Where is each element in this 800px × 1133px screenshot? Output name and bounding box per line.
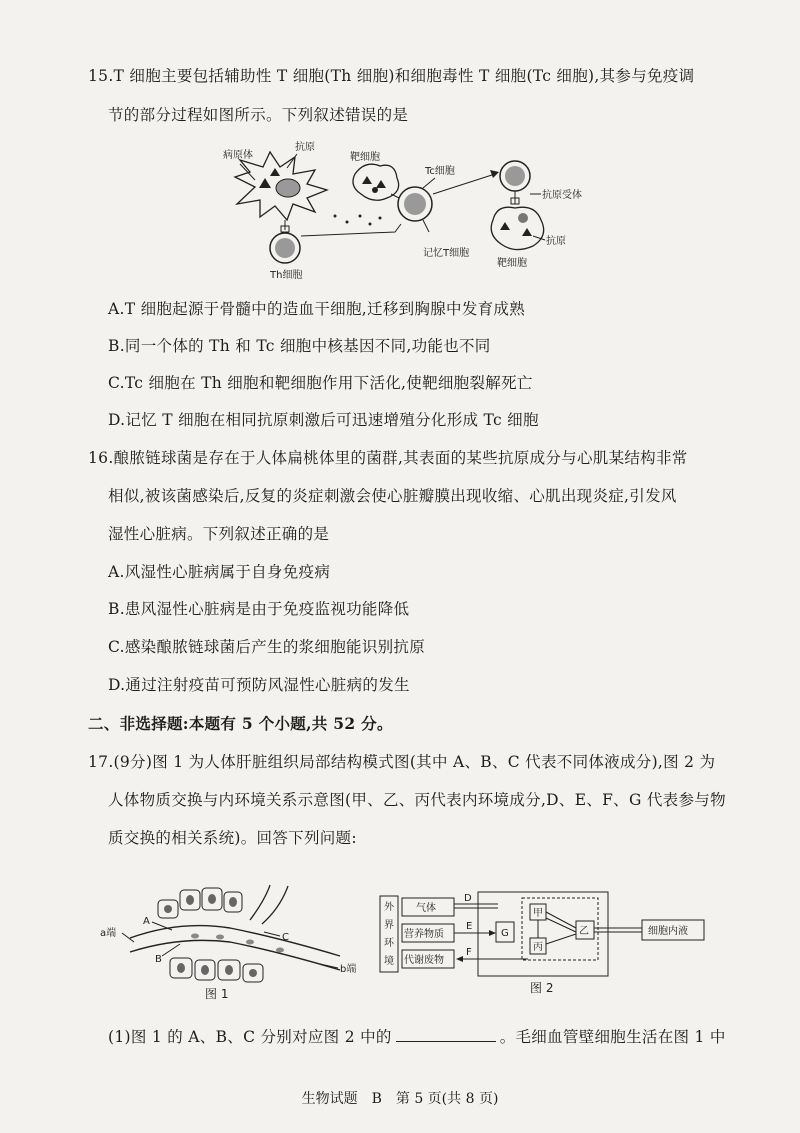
label-outer-4: 境 bbox=[384, 956, 394, 967]
target-antigen bbox=[376, 180, 386, 188]
q16-option-d: D.通过注射疫苗可预防风湿性心脏病的发生 bbox=[108, 676, 410, 694]
q16-option-a: A.风湿性心脏病属于自身免疫病 bbox=[108, 563, 331, 581]
label-outer-1: 外 bbox=[384, 902, 394, 913]
label-D: D bbox=[464, 893, 472, 904]
antigen2-pointer bbox=[533, 236, 545, 240]
target-antigen bbox=[522, 228, 532, 236]
q17-answer-blank[interactable] bbox=[396, 1027, 496, 1042]
q15-option-d: D.记忆 T 细胞在相同抗原刺激后可迅速增殖分化形成 Tc 细胞 bbox=[108, 411, 539, 429]
figure-1-caption: 图 1 bbox=[205, 987, 229, 1000]
target2-nucleus bbox=[518, 213, 528, 223]
cytokine-dot bbox=[346, 221, 349, 224]
antigen-triangle bbox=[270, 168, 280, 176]
label-yi: 乙 bbox=[579, 926, 589, 937]
target-nucleus-dot bbox=[372, 187, 378, 193]
page-footer: 生物试题 B 第 5 页(共 8 页) bbox=[301, 1091, 499, 1107]
q16-option-c: C.感染酿脓链球菌后产生的浆细胞能识别抗原 bbox=[108, 638, 426, 656]
lymph-vessel bbox=[250, 885, 288, 924]
label-tc-cell: Tc细胞 bbox=[425, 166, 455, 177]
label-antigen-receptor: 抗原受体 bbox=[542, 190, 582, 201]
label-C: C bbox=[282, 932, 289, 943]
cytokine-dot bbox=[334, 215, 337, 218]
label-th-cell: Th细胞 bbox=[270, 270, 303, 281]
target-antigen bbox=[362, 176, 372, 184]
q17-sub1-text-b: 。毛细血管壁细胞生活在图 1 中 bbox=[499, 1028, 726, 1046]
capillary-wall-top bbox=[130, 926, 340, 956]
label-E: E bbox=[466, 921, 473, 932]
section-2-heading: 二、非选择题:本题有 5 个小题,共 52 分。 bbox=[88, 714, 393, 733]
label-nutrients: 营养物质 bbox=[404, 929, 444, 940]
q15-stem-line1: 15.T 细胞主要包括辅助性 T 细胞(Th 细胞)和细胞毒性 T 细胞(Tc 细胞),其参与免疫调 bbox=[88, 67, 695, 85]
label-F: F bbox=[466, 947, 472, 958]
label-outer-3: 环 bbox=[384, 938, 394, 949]
activated-tc-nucleus bbox=[505, 166, 525, 186]
figure-2-caption: 图 2 bbox=[530, 981, 554, 995]
q16-stem-line3: 湿性心脏病。下列叙述正确的是 bbox=[108, 525, 330, 543]
q15-option-b: B.同一个体的 Th 和 Tc 细胞中核基因不同,功能也不同 bbox=[108, 337, 491, 355]
th-to-tc-arrow bbox=[301, 224, 401, 236]
q16-stem-line1: 16.酿脓链球菌是存在于人体扁桃体里的菌群,其表面的某些抗原成分与心肌某结构非常 bbox=[88, 449, 688, 467]
label-outer-2: 界 bbox=[384, 920, 394, 931]
yi-bing-arrow bbox=[546, 934, 576, 944]
q17-sub1-text-a: (1)图 1 的 A、B、C 分别对应图 2 中的 bbox=[108, 1028, 392, 1046]
label-bing: 丙 bbox=[533, 942, 543, 953]
tc-pointer bbox=[423, 178, 435, 188]
apc-nucleus bbox=[276, 179, 300, 197]
B-pointer bbox=[162, 944, 180, 956]
q15-option-c: C.Tc 细胞在 Th 细胞和靶细胞作用下活化,使靶细胞裂解死亡 bbox=[108, 374, 533, 392]
target-antigen bbox=[500, 222, 510, 230]
label-jia: 甲 bbox=[533, 908, 543, 919]
cytokine-dot bbox=[369, 223, 372, 226]
q17-stem-line3: 质交换的相关系统)。回答下列问题: bbox=[108, 829, 357, 847]
target-cell-2 bbox=[491, 207, 543, 249]
label-target-cell-2: 靶细胞 bbox=[497, 258, 527, 269]
q16-stem-line2: 相似,被该菌感染后,反复的炎症刺激会使心脏瓣膜出现收缩、心肌出现炎症,引发风 bbox=[108, 487, 677, 505]
q15-option-a: A.T 细胞起源于骨髓中的造血干细胞,迁移到胸腺中发育成熟 bbox=[108, 300, 526, 318]
tc-nucleus bbox=[404, 193, 426, 215]
label-B: B bbox=[155, 954, 162, 965]
arrow-head bbox=[490, 170, 499, 178]
label-intracellular: 细胞内液 bbox=[648, 926, 688, 937]
q17-stem-line2: 人体物质交换与内环境关系示意图(甲、乙、丙代表内环境成分,D、E、F、G 代表参与物 bbox=[108, 791, 726, 809]
figure-1-liver-tissue bbox=[100, 880, 360, 1000]
arrow-head bbox=[489, 930, 496, 936]
label-gas: 气体 bbox=[416, 903, 436, 914]
cytokine-dot bbox=[379, 217, 382, 220]
label-pathogen: 病原体 bbox=[223, 150, 253, 161]
label-antigen-2: 抗原 bbox=[546, 236, 566, 247]
antigen-triangle bbox=[259, 178, 271, 188]
tc-memory-arrow bbox=[423, 220, 429, 232]
q15-stem-line2: 节的部分过程如图所示。下列叙述错误的是 bbox=[108, 106, 409, 124]
q16-option-b: B.患风湿性心脏病是由于免疫监视功能降低 bbox=[108, 600, 410, 618]
label-A: A bbox=[143, 916, 150, 927]
arrow-head bbox=[456, 956, 463, 962]
q15-t-cell-diagram bbox=[215, 132, 635, 282]
label-antigen: 抗原 bbox=[295, 142, 315, 153]
label-b-end: b端 bbox=[340, 964, 357, 975]
label-a-end: a端 bbox=[100, 928, 117, 939]
tc-activation-arrow bbox=[433, 174, 495, 194]
label-waste: 代谢废物 bbox=[404, 955, 444, 966]
th-nucleus bbox=[275, 238, 295, 258]
q17-stem-line1: 17.(9分)图 1 为人体肝脏组织局部结构模式图(其中 A、B、C 代表不同体液成分),图 2 为 bbox=[88, 753, 716, 771]
pathogen-pointer bbox=[240, 164, 255, 180]
figure-2-material-exchange bbox=[378, 888, 723, 1000]
label-memory-t: 记忆T细胞 bbox=[423, 248, 470, 259]
q17-sub1-line bbox=[108, 1025, 726, 1047]
label-target-cell: 靶细胞 bbox=[350, 152, 380, 163]
label-G: G bbox=[501, 928, 509, 939]
cytokine-dot bbox=[359, 215, 362, 218]
